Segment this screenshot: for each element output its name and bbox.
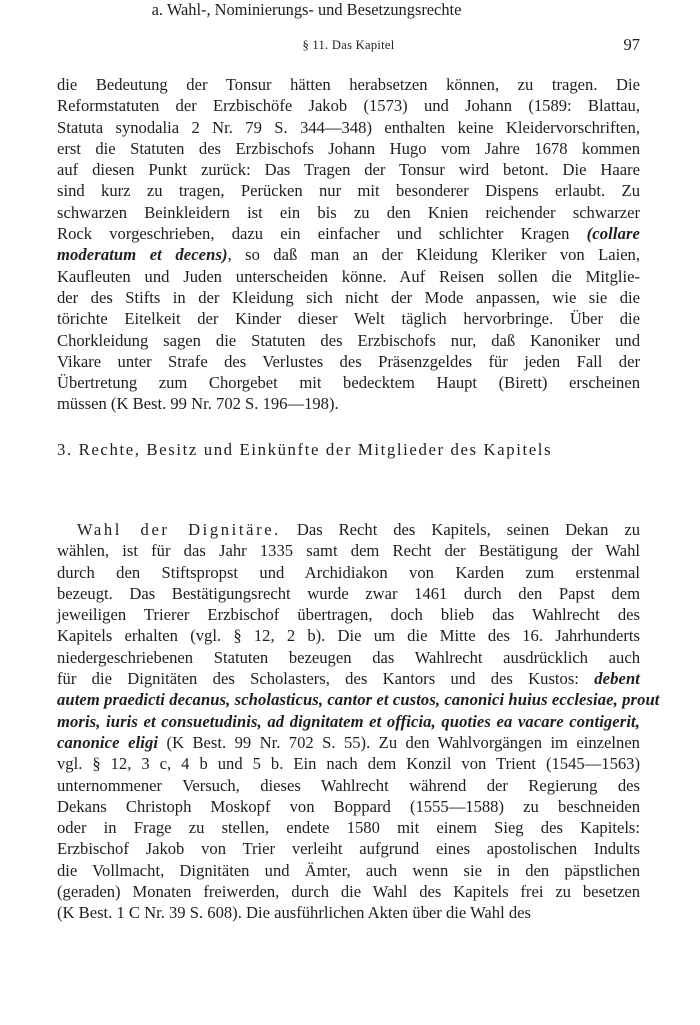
text-line: Chorkleidung sagen die Statuten des Erzbischofs nur, daß Kanoniker und (57, 330, 640, 350)
text-line (57, 519, 640, 540)
text-line (57, 223, 640, 244)
page-header (57, 35, 640, 58)
latin-quotation: moris, iuris et consuetudinis, ad dignitatem et officia, quoties ea vacare contigerit, (57, 711, 640, 731)
text-line: jeweiligen Trierer Erzbischof übertragen, doch blieb das Wahlrecht des (57, 605, 640, 625)
text-line: vgl. § 12, 3 c, 4 b und 5 b. Ein nach dem Konzil von Trient (1545—1563) (57, 754, 640, 774)
text-line: törichte Eitelkeit der Kinder dieser Welt täglich hervorbringe. Über die (57, 309, 640, 329)
text-line: erst die Statuten des Erzbischofs Johann Hugo vom Jahre 1678 kommen (57, 138, 640, 158)
latin-quotation: canonice eligi (57, 732, 159, 752)
section-heading: 3. Rechte, Besitz und Einkünfte der Mitglieder des Kapitels (57, 440, 553, 459)
text-line: wählen, ist für das Jahr 1335 samt dem Recht der Bestätigung der Wahl (57, 541, 640, 561)
text-line: Reformstatuten der Erzbischöfe Jakob (1573) und Johann (1589: Blattau, (57, 96, 640, 116)
text-run: für die Dignitäten des Scholasters, des Kantors und des Kustos: (57, 669, 595, 689)
text-line: schwarzen Beinkleidern ist ein bis zu den Knien reichender schwarzer (57, 202, 640, 222)
text-line: Kapitels erhalten (vgl. § 12, 2 b). Die um die Mitte des 16. Jahrhunderts (57, 626, 640, 646)
text-line: auf diesen Punkt zurück: Das Tragen der Tonsur wird betont. Die Haare (57, 160, 640, 180)
text-line (57, 732, 640, 753)
subsection-heading: a. Wahl-, Nominierungs- und Besetzungsrechte (151, 0, 462, 19)
text-line: oder in Frage zu stellen, endete 1580 mit einem Sieg des Kapitels: (57, 818, 640, 838)
text-line: der des Stifts in der Kleidung sich nicht der Mode anpassen, wie sie die (57, 287, 640, 307)
latin-quotation: autem praedicti decanus, scholasticus, cantor et custos, canonici huius ecclesiae, prout (57, 690, 660, 710)
text-line: müssen (K Best. 99 Nr. 702 S. 196—198). (57, 394, 339, 414)
text-line (57, 689, 660, 710)
text-line: Kaufleuten und Juden unterscheiden könne. Auf Reisen sollen die Mitglie- (57, 266, 640, 286)
text-line (57, 711, 640, 732)
text-line: (geraden) Monaten freiwerden, durch die Wahl des Kapitels frei zu besetzen (57, 882, 640, 902)
text-line: niedergeschriebenen Statuten bezeugen das Wahlrecht ausdrücklich auch (57, 647, 640, 667)
page-number: 97 (623, 35, 640, 54)
text-run: (K Best. 99 Nr. 702 S. 55). Zu den Wahlvorgängen im einzelnen (158, 732, 640, 752)
paragraph-clothing-statutes (57, 74, 640, 415)
text-line: sind kurz zu tragen, Perücken nur mit besonderer Dispens erlaubt. Zu (57, 181, 640, 201)
running-head: § 11. Das Kapitel (302, 38, 395, 52)
text-line: (K Best. 1 C Nr. 39 S. 608). Die ausführlichen Akten über die Wahl des (57, 903, 531, 923)
text-run: Rock vorgeschrieben, dazu ein einfacher und schlichter Kragen (57, 224, 587, 244)
latin-quotation: (collare (586, 224, 640, 244)
text-line: Dekans Christoph Moskopf von Boppard (1555—1588) zu beschneiden (57, 796, 640, 816)
text-line: die Bedeutung der Tonsur hätten herabsetzen können, zu tragen. Die (57, 75, 640, 94)
paragraph-election-rights (57, 519, 660, 924)
text-line: durch den Stiftspropst und Archidiakon von Karden zum erstenmal (57, 562, 640, 582)
latin-quotation: moderatum et decens) (57, 245, 228, 265)
text-line: bezeugt. Das Bestätigungsrecht wurde zwar 1461 durch den Papst dem (57, 583, 640, 603)
latin-quotation: debent (594, 669, 640, 689)
text-line: Vikare unter Strafe des Verlustes des Präsenzgeldes für jeden Fall der (57, 351, 640, 371)
text-line: Übertretung zum Chorgebet mit bedecktem Haupt (Birett) erscheinen (57, 373, 640, 393)
text-line (57, 668, 640, 689)
text-line: Statuta synodalia 2 Nr. 79 S. 344—348) enthalten keine Kleidervorschriften, (57, 117, 640, 137)
text-line: Erzbischof Jakob von Trier verleiht aufgrund eines apostolischen Indults (57, 839, 640, 859)
text-line (57, 244, 640, 265)
text-line: unternommener Versuch, dieses Wahlrecht während der Regierung des (57, 775, 640, 795)
paragraph-lead-term: Wahl der Dignitäre. (77, 520, 281, 539)
text-line: die Vollmacht, Dignitäten und Ämter, auch wenn sie in den päpstlichen (57, 860, 640, 880)
paragraph-lead-rest: Das Recht des Kapitels, seinen Dekan zu (280, 520, 640, 539)
text-run: , so daß man an der Kleidung Kleriker von Laien, (227, 245, 641, 265)
